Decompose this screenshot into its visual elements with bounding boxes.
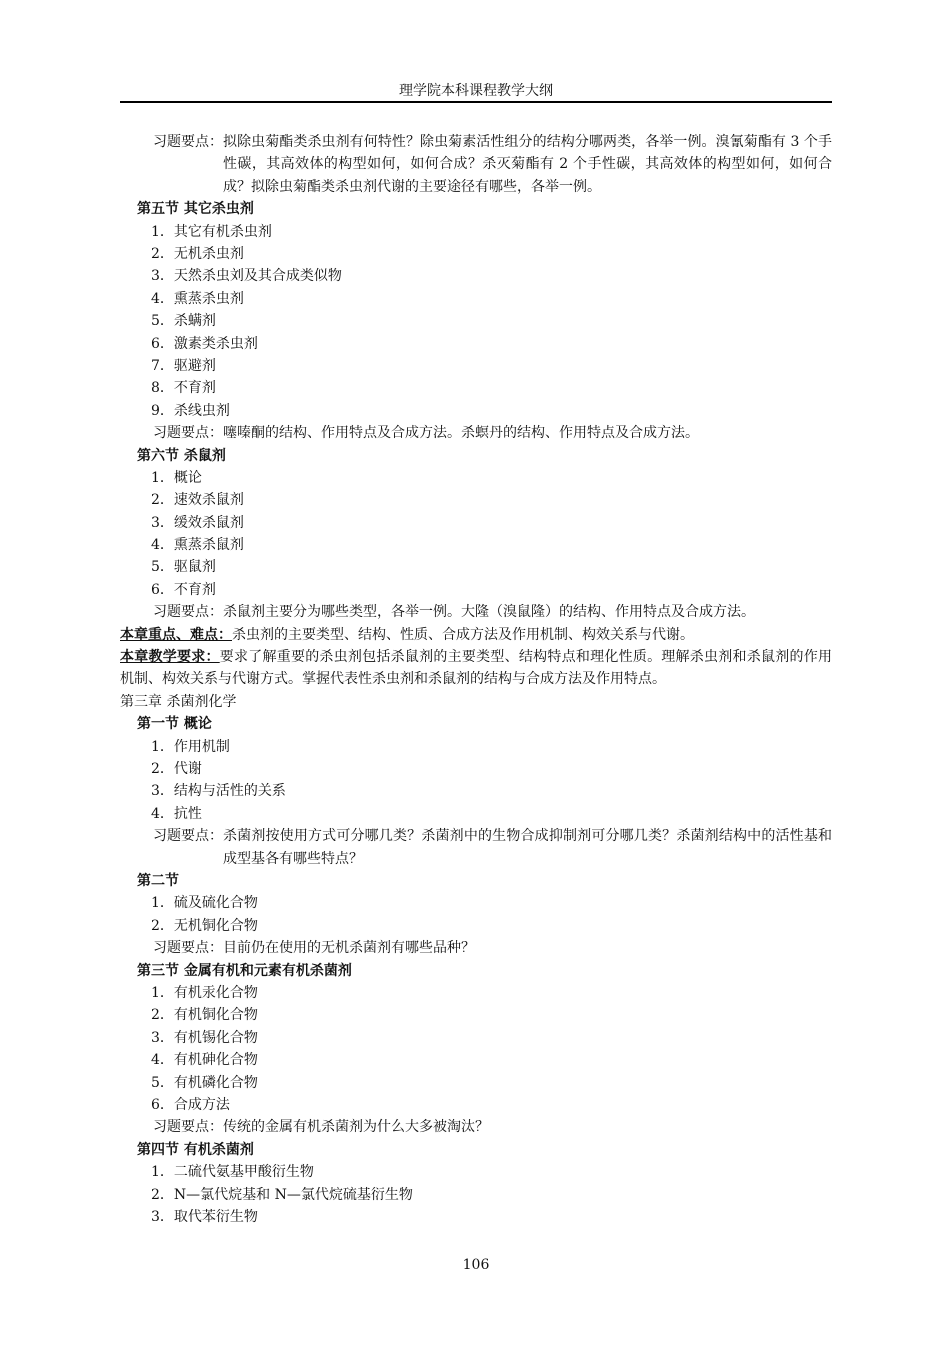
chapter-heading: 第三章 杀菌剂化学 bbox=[120, 693, 237, 710]
header-rule bbox=[120, 101, 832, 103]
list-item: 4．抗性 bbox=[151, 805, 202, 822]
list-item: 4．熏蒸杀鼠剂 bbox=[151, 537, 244, 554]
section-heading: 第四节 有机杀菌剂 bbox=[137, 1141, 254, 1158]
page-number: 106 bbox=[462, 1257, 490, 1273]
exercise-note bbox=[120, 422, 832, 444]
exercise-text: 目前仍在使用的无机杀菌剂有哪些品种？ bbox=[223, 940, 475, 957]
list-item: 1．有机汞化合物 bbox=[151, 985, 258, 1002]
list-item: 2．无机铜化合物 bbox=[151, 917, 258, 934]
exercise-text: 传统的金属有机杀菌剂为什么大多被淘汰？ bbox=[223, 1119, 489, 1136]
section-heading: 第三节 金属有机和元素有机杀菌剂 bbox=[137, 962, 352, 979]
exercise-note bbox=[120, 937, 832, 959]
exercise-note bbox=[120, 825, 832, 870]
exercise-label: 习题要点： bbox=[153, 604, 223, 621]
list-item: 1．概论 bbox=[151, 469, 202, 486]
list-item: 3．天然杀虫刘及其合成类似物 bbox=[151, 268, 342, 285]
exercise-text: 杀鼠剂主要分为哪些类型，各举一例。大隆（溴鼠隆）的结构、作用特点及合成方法。 bbox=[223, 604, 755, 621]
list-item: 5．有机磷化合物 bbox=[151, 1074, 258, 1091]
list-item: 2．速效杀鼠剂 bbox=[151, 492, 244, 509]
exercise-label: 习题要点： bbox=[153, 134, 223, 150]
list-item: 3．有机锡化合物 bbox=[151, 1029, 258, 1046]
summary-label: 本章教学要求： bbox=[120, 649, 220, 666]
list-item: 5．驱鼠剂 bbox=[151, 559, 216, 576]
summary-text: 要求了解重要的杀虫剂包括杀鼠剂的主要类型、结构特点和理化性质。理解杀虫剂和杀鼠剂的作用机制、构效关系与代谢方式。掌握代表性杀虫剂和杀鼠剂的结构与合成方法及作用特点。 bbox=[120, 649, 833, 688]
list-item: 1．其它有机杀虫剂 bbox=[151, 223, 272, 240]
list-item: 2．有机铜化合物 bbox=[151, 1007, 258, 1024]
exercise-note bbox=[120, 601, 832, 623]
section-heading: 第五节 其它杀虫剂 bbox=[137, 201, 254, 218]
summary-label: 本章重点、难点： bbox=[120, 626, 232, 643]
exercise-text: 噻嗪酮的结构、作用特点及合成方法。杀螟丹的结构、作用特点及合成方法。 bbox=[223, 425, 699, 442]
list-item: 1．硫及硫化合物 bbox=[151, 895, 258, 912]
list-item: 4．熏蒸杀虫剂 bbox=[151, 290, 244, 307]
list-item: 9．杀线虫剂 bbox=[151, 402, 230, 419]
list-item: 7．驱避剂 bbox=[151, 357, 216, 374]
exercise-label: 习题要点： bbox=[153, 425, 223, 442]
chapter-summary-paragraph bbox=[120, 624, 832, 646]
exercise-text: 杀菌剂按使用方式可分哪几类？杀菌剂中的生物合成抑制剂可分哪几类？杀菌剂结构中的活性基和成型基各有哪些特点？ bbox=[223, 828, 832, 867]
list-item: 6．合成方法 bbox=[151, 1096, 230, 1113]
list-item: 6．激素类杀虫剂 bbox=[151, 335, 258, 352]
chapter-summary-paragraph bbox=[120, 646, 832, 691]
list-item: 3．缓效杀鼠剂 bbox=[151, 514, 244, 531]
section-heading: 第一节 概论 bbox=[137, 716, 212, 733]
list-item: 2．代谢 bbox=[151, 761, 202, 778]
list-item: 3．结构与活性的关系 bbox=[151, 783, 286, 800]
exercise-label: 习题要点： bbox=[153, 1119, 223, 1136]
exercise-note bbox=[120, 1116, 832, 1138]
page-header-title: 理学院本科课程教学大纲 bbox=[399, 83, 553, 99]
list-item: 2．N—氯代烷基和 N—氯代烷硫基衍生物 bbox=[151, 1186, 413, 1203]
list-item: 5．杀螨剂 bbox=[151, 313, 216, 330]
list-item: 4．有机砷化合物 bbox=[151, 1052, 258, 1069]
exercise-text: 拟除虫菊酯类杀虫剂有何特性？除虫菊素活性组分的结构分哪两类，各举一例。溴氰菊酯有 3 个手性碳，其高效体的构型如何，如何合成？杀灭菊酯有 2 个手性碳，其高效体的构型如何，如何合成？拟除虫菊酯类杀虫剂代谢的主要途径有哪些，各举一例。 bbox=[223, 134, 832, 195]
document-body bbox=[120, 131, 832, 1228]
list-item: 1．二硫代氨基甲酸衍生物 bbox=[151, 1164, 314, 1181]
exercise-label: 习题要点： bbox=[153, 828, 223, 845]
exercise-note bbox=[120, 131, 832, 198]
section-heading: 第六节 杀鼠剂 bbox=[137, 447, 226, 464]
list-item: 3．取代苯衍生物 bbox=[151, 1208, 258, 1225]
section-heading: 第二节 bbox=[137, 873, 179, 890]
summary-text: 杀虫剂的主要类型、结构、性质、合成方法及作用机制、构效关系与代谢。 bbox=[232, 626, 694, 643]
list-item: 1．作用机制 bbox=[151, 738, 230, 755]
list-item: 2．无机杀虫剂 bbox=[151, 246, 244, 262]
list-item: 6．不育剂 bbox=[151, 581, 216, 598]
list-item: 8．不育剂 bbox=[151, 380, 216, 397]
exercise-label: 习题要点： bbox=[153, 940, 223, 957]
